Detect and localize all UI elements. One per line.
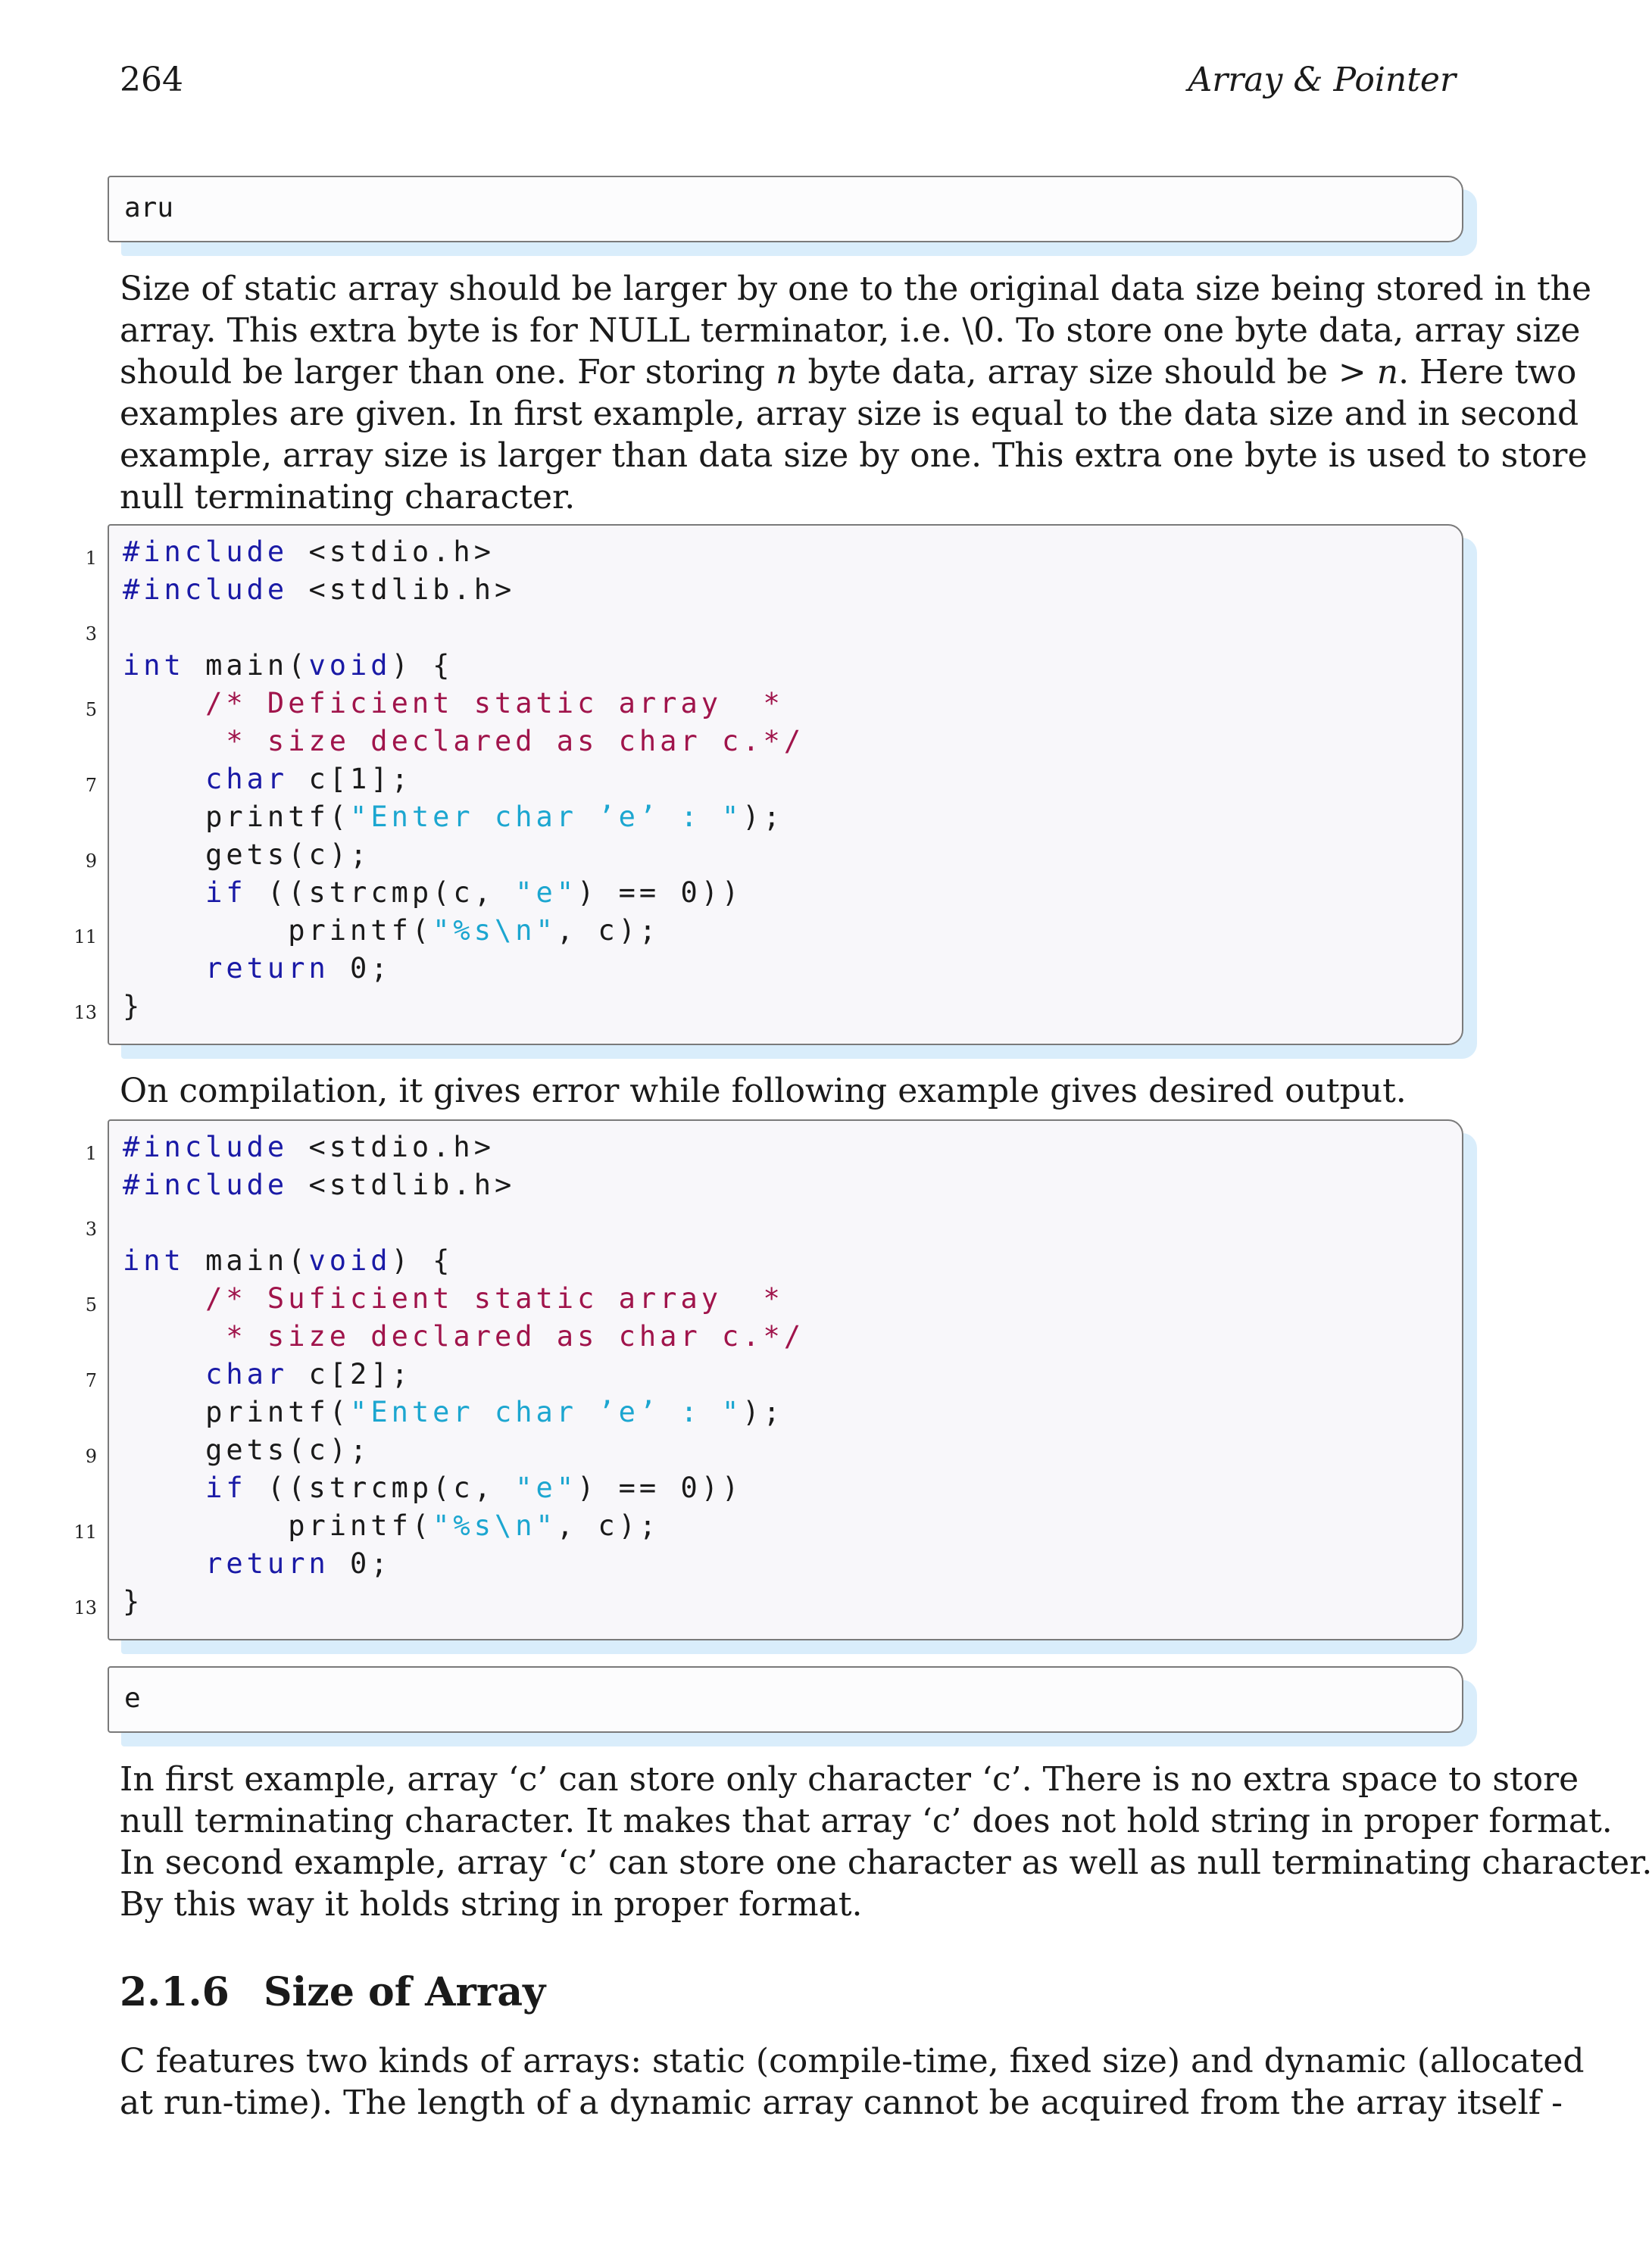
line-number: 1 (85, 548, 97, 569)
para-line: C features two kinds of arrays: static (compile-time, fixed size) and dynamic (allocated (120, 2042, 1585, 2080)
para-line: In second example, array ‘c’ can store one character as well as null terminating character. (120, 1843, 1652, 1882)
code-text: /* Deficient static array * (123, 687, 784, 719)
para-line: example, array size is larger than data size by one. This extra one byte is used to store (120, 436, 1588, 475)
code-text: if ((strcmp(c, "e") == 0)) (205, 1472, 743, 1504)
code-text: #include <stdlib.h> (123, 573, 516, 606)
code-text: #include <stdio.h> (123, 1131, 495, 1163)
para-line: null terminating character. (120, 478, 576, 517)
code-text: int main(void) { (123, 1244, 454, 1277)
line-number: 9 (85, 851, 97, 872)
line-number: 13 (73, 1002, 97, 1023)
code-line (109, 1469, 1462, 1507)
paragraph-1 (120, 268, 1592, 518)
code-line (85, 1280, 1462, 1318)
line-number: 3 (85, 1219, 97, 1240)
output-text-2: e (124, 1683, 141, 1714)
para-line: On compilation, it gives error while following example gives desired output. (120, 1072, 1407, 1110)
line-number: 1 (85, 1143, 97, 1164)
code-line (109, 571, 1462, 609)
section-number: 2.1.6 (120, 1969, 230, 2015)
code-text: } (123, 1585, 144, 1618)
code-line (109, 1166, 1462, 1204)
line-number: 7 (85, 775, 97, 796)
code-text: printf("%s\n", c); (123, 914, 660, 947)
line-number: 9 (85, 1446, 97, 1467)
code-line (73, 1507, 1462, 1545)
code-text: return 0; (205, 1547, 392, 1580)
output-text-1: aru (124, 192, 174, 223)
code-listing-1 (73, 524, 1463, 1045)
code-line (85, 533, 1462, 571)
code-text: char c[1]; (205, 763, 412, 795)
code-listing-2 (73, 1119, 1463, 1640)
running-title: Array & Pointer (1188, 61, 1456, 99)
code-line (109, 1545, 1462, 1583)
code-text: printf("Enter char ’e’ : "); (123, 1396, 784, 1428)
line-number: 11 (73, 926, 97, 947)
code-line (109, 723, 1462, 760)
code-line (73, 912, 1462, 950)
para-line: null terminating character. It makes that array ‘c’ does not hold string in proper format. (120, 1802, 1613, 1840)
para-line: should be larger than one. For storing n byte data, array size should be > n. Here two (120, 353, 1577, 392)
code-text: /* Suficient static array * (123, 1282, 784, 1315)
output-box-1 (108, 176, 1463, 242)
code-text: return 0; (205, 952, 392, 985)
code-text: if ((strcmp(c, "e") == 0)) (205, 876, 743, 909)
code-text: * size declared as char c.*/ (123, 725, 805, 757)
code-text: * size declared as char c.*/ (123, 1320, 805, 1353)
code-line (109, 798, 1462, 836)
line-number: 3 (85, 623, 97, 645)
code-line (109, 1394, 1462, 1431)
line-number: 5 (85, 699, 97, 720)
code-line (109, 874, 1462, 912)
code-line (109, 950, 1462, 988)
code-line (109, 1318, 1462, 1356)
para-line: By this way it holds string in proper format. (120, 1885, 863, 1924)
para-line: In first example, array ‘c’ can store only character ‘c’. There is no extra space to store (120, 1760, 1579, 1799)
code-text: gets(c); (123, 1434, 371, 1466)
code-text: #include <stdio.h> (123, 535, 495, 568)
code-line (73, 1583, 1462, 1621)
para-line: array. This extra byte is for NULL terminator, i.e. \0. To store one byte data, array size (120, 311, 1581, 350)
para-line: examples are given. In first example, array size is equal to the data size and in second (120, 395, 1579, 433)
section-title-text: Size of Array (264, 1969, 546, 2015)
line-number: 11 (73, 1522, 97, 1543)
paragraph-3 (120, 1759, 1652, 1925)
section-heading (120, 1969, 545, 2015)
code-line (85, 1356, 1462, 1394)
code-text: #include <stdlib.h> (123, 1169, 516, 1201)
code-line (85, 1204, 1462, 1242)
line-number: 5 (85, 1294, 97, 1316)
code-line (85, 760, 1462, 798)
code-line (73, 988, 1462, 1025)
line-number: 7 (85, 1370, 97, 1391)
code-line (85, 836, 1462, 874)
para-line: Size of static array should be larger by one to the original data size being stored in the (120, 270, 1592, 308)
code-text: char c[2]; (205, 1358, 412, 1391)
output-box-2 (108, 1666, 1463, 1733)
page-number: 264 (120, 61, 183, 99)
line-number: 13 (73, 1597, 97, 1618)
code-text: gets(c); (123, 838, 371, 871)
code-line (85, 609, 1462, 647)
code-text: printf("%s\n", c); (123, 1509, 660, 1542)
code-line (85, 1431, 1462, 1469)
code-line (109, 1242, 1462, 1280)
para-line: at run-time). The length of a dynamic array cannot be acquired from the array itself - (120, 2084, 1563, 2122)
paragraph-2 (120, 1070, 1456, 1112)
paragraph-4 (120, 2040, 1585, 2124)
code-text: int main(void) { (123, 649, 454, 682)
code-text: } (123, 990, 144, 1022)
code-text: printf("Enter char ’e’ : "); (123, 801, 784, 833)
code-line (109, 647, 1462, 685)
code-line (85, 685, 1462, 723)
code-line (85, 1128, 1462, 1166)
